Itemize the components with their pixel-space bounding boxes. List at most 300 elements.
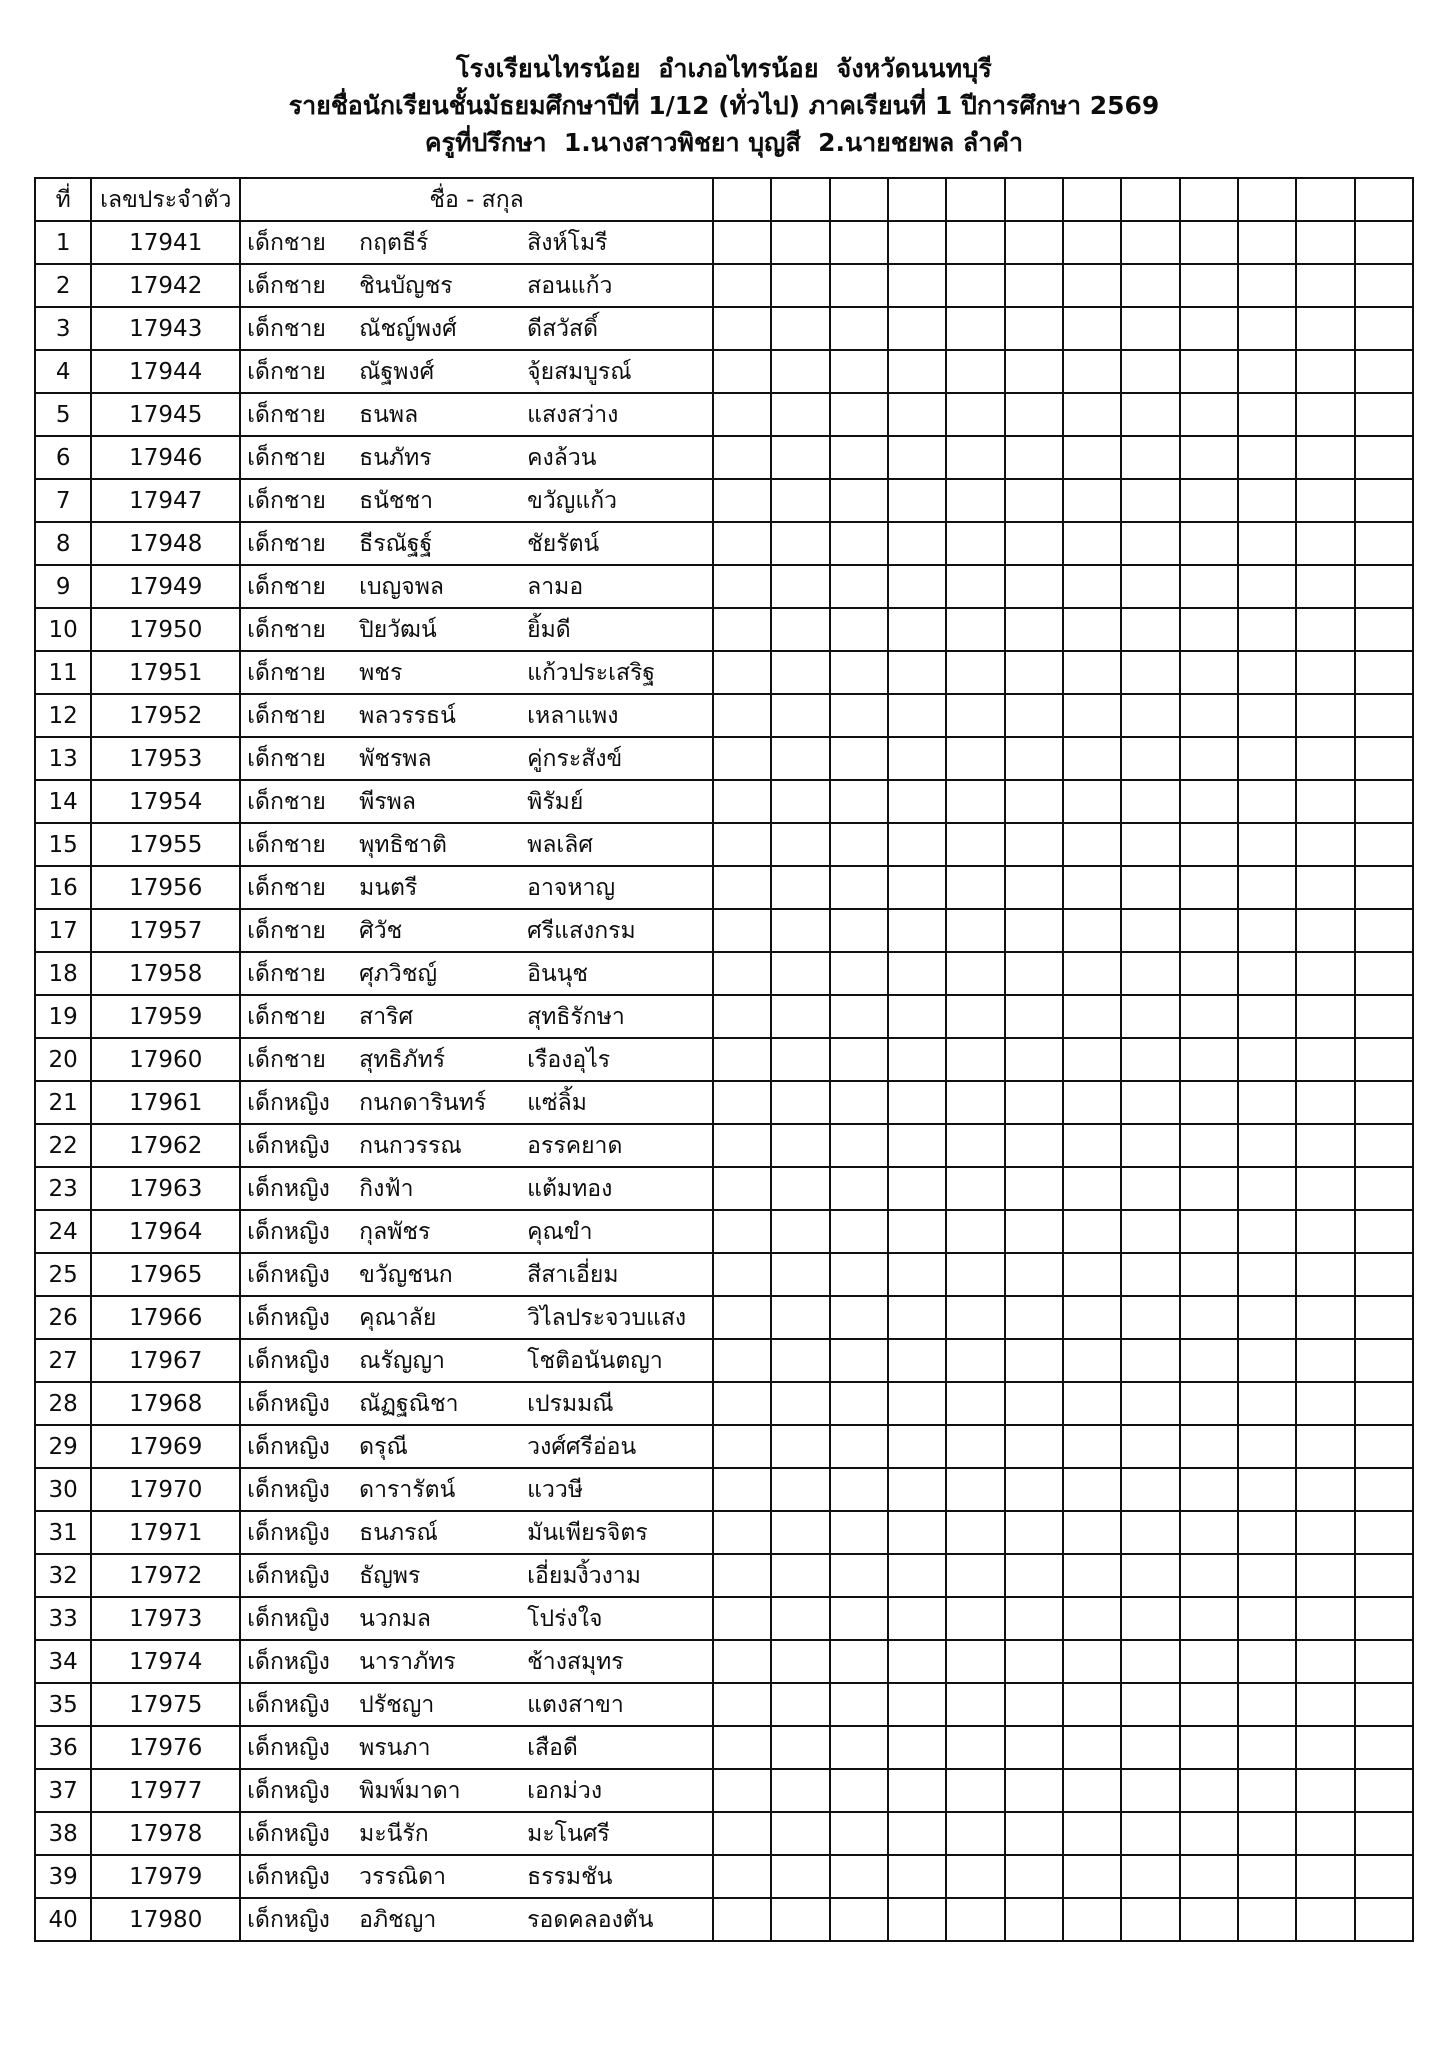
header-blank-column: [771, 178, 829, 221]
cell-student-name: [240, 1726, 713, 1769]
cell-blank: [1238, 1511, 1296, 1554]
cell-blank: [1005, 221, 1063, 264]
cell-blank: [1180, 565, 1238, 608]
cell-blank: [1005, 1296, 1063, 1339]
name-last: อรรคยาด: [527, 1132, 623, 1159]
cell-student-id: 17979: [91, 1855, 240, 1898]
name-first: กนกดารินทร์: [359, 1089, 487, 1116]
cell-student-id: 17944: [91, 350, 240, 393]
cell-student-name: [240, 1640, 713, 1683]
cell-student-name: [240, 823, 713, 866]
cell-blank: [1063, 1726, 1121, 1769]
cell-blank: [1005, 350, 1063, 393]
cell-blank: [713, 1167, 771, 1210]
cell-blank: [946, 1683, 1004, 1726]
cell-blank: [1238, 1339, 1296, 1382]
cell-row-number: 19: [35, 995, 91, 1038]
cell-blank: [1238, 264, 1296, 307]
name-wrapper: [241, 655, 712, 691]
cell-blank: [830, 479, 888, 522]
cell-blank: [1005, 1081, 1063, 1124]
cell-row-number: 39: [35, 1855, 91, 1898]
cell-blank: [771, 1554, 829, 1597]
name-wrapper: [241, 1300, 712, 1336]
cell-row-number: 17: [35, 909, 91, 952]
cell-blank: [1121, 780, 1179, 823]
cell-blank: [1238, 651, 1296, 694]
name-prefix: เด็กหญิง: [247, 1648, 330, 1675]
cell-blank: [1005, 1855, 1063, 1898]
name-wrapper: [241, 1128, 712, 1164]
table-row: [35, 1683, 1413, 1726]
table-row: [35, 780, 1413, 823]
cell-blank: [1238, 436, 1296, 479]
cell-blank: [1238, 1726, 1296, 1769]
cell-blank: [888, 350, 946, 393]
cell-blank: [830, 780, 888, 823]
cell-blank: [946, 1124, 1004, 1167]
cell-blank: [713, 1554, 771, 1597]
name-wrapper: [241, 612, 712, 648]
cell-student-name: [240, 1081, 713, 1124]
cell-student-name: [240, 1812, 713, 1855]
cell-row-number: 13: [35, 737, 91, 780]
cell-blank: [1296, 264, 1354, 307]
cell-blank: [1005, 737, 1063, 780]
cell-student-name: [240, 1253, 713, 1296]
cell-blank: [1121, 952, 1179, 995]
cell-blank: [888, 1769, 946, 1812]
header-no: ที่: [35, 178, 91, 221]
table-row: [35, 264, 1413, 307]
cell-blank: [946, 780, 1004, 823]
name-first: ธนภรณ์: [359, 1519, 438, 1546]
cell-blank: [830, 1640, 888, 1683]
cell-blank: [1238, 1855, 1296, 1898]
cell-blank: [1355, 995, 1413, 1038]
cell-student-name: [240, 694, 713, 737]
cell-blank: [830, 1554, 888, 1597]
cell-student-id: 17976: [91, 1726, 240, 1769]
cell-blank: [830, 1339, 888, 1382]
cell-row-number: 28: [35, 1382, 91, 1425]
cell-blank: [771, 1124, 829, 1167]
cell-row-number: 14: [35, 780, 91, 823]
cell-student-name: [240, 479, 713, 522]
cell-blank: [888, 1339, 946, 1382]
cell-blank: [1121, 1511, 1179, 1554]
table-row: [35, 1511, 1413, 1554]
cell-blank: [771, 1769, 829, 1812]
name-prefix: เด็กหญิง: [247, 1218, 330, 1245]
name-first: ขวัญชนก: [359, 1261, 453, 1288]
cell-student-id: 17941: [91, 221, 240, 264]
name-wrapper: [241, 1472, 712, 1508]
name-prefix: เด็กชาย: [247, 1003, 326, 1030]
cell-blank: [1238, 1382, 1296, 1425]
cell-student-name: [240, 1468, 713, 1511]
name-last: วิไลประจวบแสง: [527, 1304, 687, 1331]
roster-body: [35, 221, 1413, 1941]
name-first: กฤตธีร์: [359, 229, 429, 256]
cell-blank: [713, 1597, 771, 1640]
cell-student-id: 17966: [91, 1296, 240, 1339]
cell-blank: [713, 350, 771, 393]
name-prefix: เด็กชาย: [247, 229, 326, 256]
cell-blank: [1296, 995, 1354, 1038]
name-prefix: เด็กชาย: [247, 616, 326, 643]
name-last: เสือดี: [527, 1734, 578, 1761]
cell-blank: [713, 307, 771, 350]
header-blank-column: [830, 178, 888, 221]
cell-blank: [1005, 1382, 1063, 1425]
cell-blank: [1063, 479, 1121, 522]
table-header-row: [35, 178, 1413, 221]
name-last: ขวัญแก้ว: [527, 487, 618, 514]
cell-blank: [1355, 1812, 1413, 1855]
cell-blank: [1238, 608, 1296, 651]
cell-blank: [1063, 1339, 1121, 1382]
name-wrapper: [241, 741, 712, 777]
cell-blank: [888, 479, 946, 522]
cell-row-number: 27: [35, 1339, 91, 1382]
cell-student-name: [240, 1554, 713, 1597]
cell-student-name: [240, 995, 713, 1038]
cell-row-number: 2: [35, 264, 91, 307]
name-first: กุลพัชร: [359, 1218, 431, 1245]
cell-row-number: 36: [35, 1726, 91, 1769]
cell-blank: [1063, 565, 1121, 608]
cell-student-id: 17951: [91, 651, 240, 694]
cell-blank: [888, 995, 946, 1038]
name-wrapper: [241, 1816, 712, 1852]
cell-blank: [1238, 1597, 1296, 1640]
table-row: [35, 866, 1413, 909]
cell-row-number: 3: [35, 307, 91, 350]
cell-student-name: [240, 393, 713, 436]
cell-student-id: 17956: [91, 866, 240, 909]
cell-blank: [1121, 866, 1179, 909]
cell-blank: [713, 866, 771, 909]
cell-blank: [946, 1425, 1004, 1468]
cell-blank: [946, 694, 1004, 737]
cell-blank: [1296, 1253, 1354, 1296]
cell-student-id: 17973: [91, 1597, 240, 1640]
cell-blank: [1121, 307, 1179, 350]
cell-blank: [1355, 1339, 1413, 1382]
cell-student-name: [240, 608, 713, 651]
cell-blank: [1121, 995, 1179, 1038]
cell-blank: [1180, 780, 1238, 823]
cell-blank: [713, 737, 771, 780]
cell-student-id: 17962: [91, 1124, 240, 1167]
cell-blank: [1063, 221, 1121, 264]
cell-blank: [830, 1081, 888, 1124]
header-blank-column: [946, 178, 1004, 221]
cell-student-id: 17969: [91, 1425, 240, 1468]
name-wrapper: [241, 569, 712, 605]
cell-blank: [1296, 393, 1354, 436]
class-title-line: รายชื่อนักเรียนชั้นมัธยมศึกษาปีที่ 1/12 (ทั่วไป) ภาคเรียนที่ 1 ปีการศึกษา 2569: [288, 91, 1160, 120]
name-first: ณัชญ์พงศ์: [359, 315, 457, 342]
cell-blank: [1005, 565, 1063, 608]
cell-blank: [1180, 1511, 1238, 1554]
cell-blank: [713, 952, 771, 995]
cell-blank: [1121, 1554, 1179, 1597]
cell-blank: [888, 393, 946, 436]
cell-blank: [946, 221, 1004, 264]
cell-blank: [1121, 1339, 1179, 1382]
table-row: [35, 1554, 1413, 1597]
cell-student-name: [240, 436, 713, 479]
cell-student-id: 17970: [91, 1468, 240, 1511]
cell-blank: [1180, 522, 1238, 565]
cell-blank: [888, 522, 946, 565]
cell-blank: [1005, 1554, 1063, 1597]
cell-row-number: 25: [35, 1253, 91, 1296]
name-last: สิงห์โมรี: [527, 229, 608, 256]
cell-blank: [1063, 780, 1121, 823]
cell-blank: [713, 264, 771, 307]
cell-blank: [1180, 1683, 1238, 1726]
cell-blank: [713, 1726, 771, 1769]
cell-blank: [1005, 479, 1063, 522]
cell-blank: [1355, 565, 1413, 608]
cell-blank: [1238, 1554, 1296, 1597]
name-wrapper: [241, 1214, 712, 1250]
cell-blank: [946, 479, 1004, 522]
name-first: เบญจพล: [359, 573, 444, 600]
cell-blank: [888, 1511, 946, 1554]
cell-blank: [1238, 823, 1296, 866]
cell-blank: [888, 1855, 946, 1898]
cell-blank: [713, 1339, 771, 1382]
cell-blank: [1355, 1124, 1413, 1167]
cell-blank: [1121, 737, 1179, 780]
cell-blank: [1063, 1898, 1121, 1941]
name-wrapper: [241, 483, 712, 519]
cell-blank: [946, 1640, 1004, 1683]
cell-blank: [1063, 995, 1121, 1038]
cell-blank: [1296, 1769, 1354, 1812]
cell-blank: [771, 350, 829, 393]
cell-blank: [1180, 350, 1238, 393]
cell-blank: [1296, 1812, 1354, 1855]
cell-blank: [946, 1812, 1004, 1855]
table-row: [35, 522, 1413, 565]
cell-blank: [1296, 1597, 1354, 1640]
name-last: ยิ้มดี: [527, 616, 571, 643]
cell-row-number: 23: [35, 1167, 91, 1210]
name-last: แต้มทอง: [527, 1175, 613, 1202]
cell-blank: [1063, 307, 1121, 350]
cell-blank: [888, 221, 946, 264]
cell-blank: [1063, 1855, 1121, 1898]
cell-blank: [1180, 264, 1238, 307]
header-blank-column: [888, 178, 946, 221]
cell-blank: [1063, 1167, 1121, 1210]
cell-blank: [946, 952, 1004, 995]
cell-blank: [1296, 1210, 1354, 1253]
cell-blank: [1063, 1124, 1121, 1167]
name-prefix: เด็กหญิง: [247, 1562, 330, 1589]
cell-blank: [830, 1382, 888, 1425]
cell-student-name: [240, 1296, 713, 1339]
cell-blank: [1296, 1124, 1354, 1167]
name-last: เอี่ยมงิ้วงาม: [527, 1562, 641, 1589]
name-first: กิงฟ้า: [359, 1175, 414, 1202]
cell-row-number: 1: [35, 221, 91, 264]
table-row: [35, 393, 1413, 436]
cell-blank: [1121, 1683, 1179, 1726]
cell-blank: [1180, 866, 1238, 909]
advisor-line: ครูที่ปรึกษา 1.นางสาวพิชยา บุญสี 2.นายชยพล ลำคำ: [424, 128, 1024, 157]
cell-blank: [946, 1081, 1004, 1124]
cell-blank: [1355, 823, 1413, 866]
cell-blank: [771, 866, 829, 909]
cell-blank: [1121, 1812, 1179, 1855]
cell-blank: [1121, 694, 1179, 737]
name-last: โปร่งใจ: [527, 1605, 603, 1632]
cell-blank: [888, 608, 946, 651]
name-first: สุทธิภัทร์: [359, 1046, 446, 1073]
cell-blank: [1355, 866, 1413, 909]
name-prefix: เด็กชาย: [247, 788, 326, 815]
cell-student-id: 17949: [91, 565, 240, 608]
table-row: [35, 436, 1413, 479]
name-prefix: เด็กชาย: [247, 831, 326, 858]
cell-blank: [1121, 1167, 1179, 1210]
cell-blank: [946, 1382, 1004, 1425]
name-last: รอดคลองตัน: [527, 1906, 654, 1933]
cell-blank: [1063, 1038, 1121, 1081]
header-blank-column: [1005, 178, 1063, 221]
name-first: สาริศ: [359, 1003, 414, 1030]
cell-student-id: 17957: [91, 909, 240, 952]
cell-blank: [1180, 823, 1238, 866]
cell-blank: [1005, 1726, 1063, 1769]
name-wrapper: [241, 1730, 712, 1766]
name-wrapper: [241, 870, 712, 906]
cell-blank: [1296, 866, 1354, 909]
name-prefix: เด็กหญิง: [247, 1519, 330, 1546]
name-wrapper: [241, 354, 712, 390]
name-last: คุณขำ: [527, 1218, 593, 1245]
table-row: [35, 1468, 1413, 1511]
cell-blank: [1121, 909, 1179, 952]
cell-blank: [830, 1855, 888, 1898]
cell-blank: [713, 1382, 771, 1425]
cell-blank: [1355, 1167, 1413, 1210]
cell-blank: [1180, 1855, 1238, 1898]
name-last: เอกม่วง: [527, 1777, 603, 1804]
cell-blank: [1355, 1511, 1413, 1554]
cell-blank: [1296, 1855, 1354, 1898]
table-row: [35, 1597, 1413, 1640]
name-first: มนตรี: [359, 874, 418, 901]
cell-blank: [1296, 479, 1354, 522]
name-last: ดีสวัสดิ์: [527, 315, 599, 342]
cell-blank: [713, 1253, 771, 1296]
cell-blank: [1180, 221, 1238, 264]
name-wrapper: [241, 1902, 712, 1938]
cell-blank: [1180, 1339, 1238, 1382]
table-row: [35, 1296, 1413, 1339]
cell-row-number: 20: [35, 1038, 91, 1081]
cell-blank: [1355, 1468, 1413, 1511]
cell-blank: [888, 1296, 946, 1339]
name-prefix: เด็กชาย: [247, 1046, 326, 1073]
name-first: ธนภัทร: [359, 444, 432, 471]
cell-blank: [1180, 1554, 1238, 1597]
cell-blank: [830, 694, 888, 737]
cell-blank: [830, 1124, 888, 1167]
cell-blank: [771, 1468, 829, 1511]
cell-blank: [1238, 393, 1296, 436]
name-wrapper: [241, 999, 712, 1035]
cell-blank: [1238, 350, 1296, 393]
cell-blank: [713, 393, 771, 436]
cell-blank: [1355, 307, 1413, 350]
cell-blank: [1296, 1683, 1354, 1726]
cell-student-name: [240, 1425, 713, 1468]
cell-student-id: 17943: [91, 307, 240, 350]
cell-blank: [1180, 1640, 1238, 1683]
cell-blank: [1238, 522, 1296, 565]
name-last: แตงสาขา: [527, 1691, 624, 1718]
name-last: ลามอ: [527, 573, 584, 600]
cell-blank: [830, 608, 888, 651]
cell-blank: [1005, 393, 1063, 436]
cell-blank: [830, 1425, 888, 1468]
cell-row-number: 29: [35, 1425, 91, 1468]
name-first: คุณาลัย: [359, 1304, 437, 1331]
cell-student-name: [240, 221, 713, 264]
cell-blank: [713, 1081, 771, 1124]
student-roster-table: [34, 177, 1414, 1942]
cell-blank: [1005, 608, 1063, 651]
cell-blank: [888, 1468, 946, 1511]
cell-student-name: [240, 1511, 713, 1554]
cell-blank: [1121, 1769, 1179, 1812]
cell-blank: [1005, 651, 1063, 694]
cell-blank: [771, 780, 829, 823]
cell-blank: [1005, 1683, 1063, 1726]
cell-blank: [1180, 1038, 1238, 1081]
cell-student-name: [240, 350, 713, 393]
cell-row-number: 38: [35, 1812, 91, 1855]
cell-blank: [888, 780, 946, 823]
name-prefix: เด็กหญิง: [247, 1777, 330, 1804]
cell-blank: [1296, 1554, 1354, 1597]
cell-blank: [771, 694, 829, 737]
cell-blank: [713, 1425, 771, 1468]
cell-blank: [830, 737, 888, 780]
cell-blank: [946, 1210, 1004, 1253]
cell-blank: [1005, 522, 1063, 565]
cell-blank: [713, 221, 771, 264]
cell-blank: [713, 1296, 771, 1339]
cell-blank: [1238, 1124, 1296, 1167]
cell-blank: [1296, 1382, 1354, 1425]
name-prefix: เด็กชาย: [247, 917, 326, 944]
cell-blank: [1005, 1898, 1063, 1941]
name-prefix: เด็กหญิง: [247, 1175, 330, 1202]
cell-blank: [713, 1124, 771, 1167]
name-first: พีรพล: [359, 788, 416, 815]
header-blank-column: [713, 178, 771, 221]
cell-blank: [1121, 1898, 1179, 1941]
